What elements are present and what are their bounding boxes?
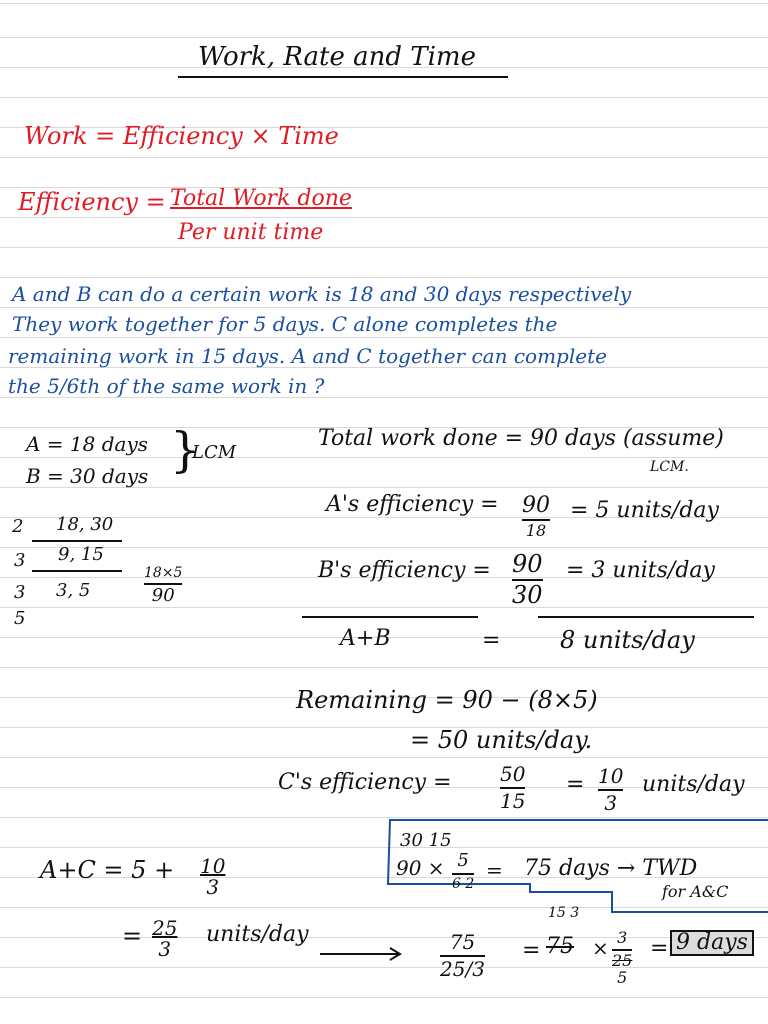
b-efficiency-label: B's efficiency = — [318, 558, 491, 583]
c-efficiency-equals: = — [566, 772, 585, 797]
lcm-row-2: 9, 15 — [58, 544, 104, 565]
lcm-product-numerator: 18×5 — [144, 565, 183, 581]
box-equals: = — [486, 858, 503, 882]
divisor-4: 5 — [14, 608, 26, 629]
lcm-rule-1 — [32, 540, 122, 542]
final-times: × — [592, 936, 609, 960]
curly-brace: } — [170, 422, 201, 478]
c-efficiency-label: C's efficiency = — [278, 770, 452, 795]
b-efficiency-result: = 3 units/day — [566, 558, 715, 583]
c-efficiency-unit: units/day — [642, 772, 745, 797]
divisor-2: 3 — [14, 550, 26, 571]
page-title: Work, Rate and Time — [198, 42, 476, 72]
a-efficiency-label: A's efficiency = — [326, 492, 499, 517]
final-multiplier-denominator: 25 — [612, 950, 633, 970]
b-efficiency-numerator: 90 — [512, 550, 543, 578]
question-line-4: the 5/6th of the same work in ? — [8, 374, 325, 398]
c-efficiency-denominator: 15 — [500, 789, 526, 813]
a-plus-c-fraction — [200, 856, 225, 898]
final-denominator: 25/3 — [440, 957, 485, 981]
final-multiplier-denominator-reduced: 5 — [617, 967, 628, 987]
c-efficiency-numerator-2: 10 — [598, 764, 624, 788]
remaining-result: = 50 units/day. — [410, 726, 593, 754]
box-expression: 90 × — [396, 856, 445, 880]
final-multiplier-fraction — [612, 930, 632, 986]
a-plus-c-result-fraction — [152, 918, 177, 960]
box-result: 75 days → TWD — [524, 856, 698, 881]
lcm-row-3: 3, 5 — [56, 580, 91, 601]
c-efficiency-denominator-2: 3 — [604, 791, 618, 815]
box-note: for A&C — [662, 882, 729, 901]
sum-rule-right — [538, 616, 754, 618]
lcm-product — [144, 566, 182, 606]
a-plus-b-equals: = — [482, 628, 501, 653]
final-mid-top-note: 15 3 — [548, 905, 580, 921]
a-efficiency-numerator: 90 — [522, 493, 550, 518]
a-plus-c-label: A+C = 5 + — [40, 856, 175, 884]
arrow-icon — [318, 944, 408, 964]
c-efficiency-fraction — [500, 764, 525, 812]
efficiency-label: Efficiency = — [18, 188, 166, 216]
efficiency-denominator: Per unit time — [178, 220, 324, 245]
work-formula: Work = Efficiency × Time — [24, 122, 339, 150]
total-work: Total work done = 90 days (assume) — [318, 426, 724, 451]
a-plus-c-numerator: 10 — [200, 854, 226, 878]
lcm-row-1: 18, 30 — [56, 514, 114, 535]
divisor-1: 2 — [12, 516, 24, 537]
remaining-work: Remaining = 90 − (8×5) — [296, 686, 598, 714]
a-plus-c-denominator: 3 — [206, 875, 220, 899]
final-mid-value: 75 — [546, 934, 574, 959]
a-plus-c-result-numerator: 25 — [152, 916, 178, 940]
a-plus-c-result-unit: units/day — [206, 922, 309, 947]
a-efficiency-denominator: 18 — [525, 521, 547, 541]
final-multiplier-numerator: 3 — [617, 928, 628, 947]
box-fraction-denominator: 6 2 — [452, 875, 475, 892]
question-line-2: They work together for 5 days. C alone completes the — [12, 312, 558, 336]
lcm-label: LCM — [192, 442, 237, 463]
final-fraction — [440, 932, 485, 980]
box-fraction-numerator: 5 — [457, 850, 469, 871]
final-equals-2: = — [650, 936, 669, 961]
title-underline — [178, 76, 508, 78]
question-line-1: A and B can do a certain work is 18 and 30 days respectively — [12, 282, 632, 306]
c-efficiency-numerator: 50 — [500, 762, 526, 786]
a-efficiency-fraction — [522, 494, 550, 540]
b-efficiency-fraction — [512, 552, 543, 608]
final-equals: = — [522, 938, 541, 963]
box-fraction — [452, 852, 474, 892]
a-plus-b-result: 8 units/day — [560, 626, 695, 654]
a-efficiency-result: = 5 units/day — [570, 498, 719, 523]
final-numerator: 75 — [449, 930, 476, 954]
given-a: A = 18 days — [26, 432, 149, 456]
question-line-3: remaining work in 15 days. A and C together can complete — [8, 344, 607, 368]
given-b: B = 30 days — [26, 464, 149, 488]
a-plus-b-label: A+B — [340, 626, 391, 651]
sum-rule-left — [302, 616, 478, 618]
a-plus-c-result-equals: = — [122, 922, 143, 950]
divisor-3: 3 — [14, 582, 26, 603]
b-efficiency-denominator: 30 — [512, 581, 543, 610]
a-plus-c-result-denominator: 3 — [158, 937, 172, 961]
total-work-note: LCM. — [650, 459, 689, 475]
efficiency-numerator: Total Work done — [170, 186, 352, 211]
final-answer: 9 days — [670, 930, 754, 956]
lcm-rule-2 — [32, 570, 122, 572]
fraction-bar — [452, 873, 474, 875]
box-top-note: 30 15 — [400, 830, 452, 851]
c-efficiency-fraction-2 — [598, 766, 623, 814]
lcm-product-denominator: 90 — [151, 584, 175, 606]
